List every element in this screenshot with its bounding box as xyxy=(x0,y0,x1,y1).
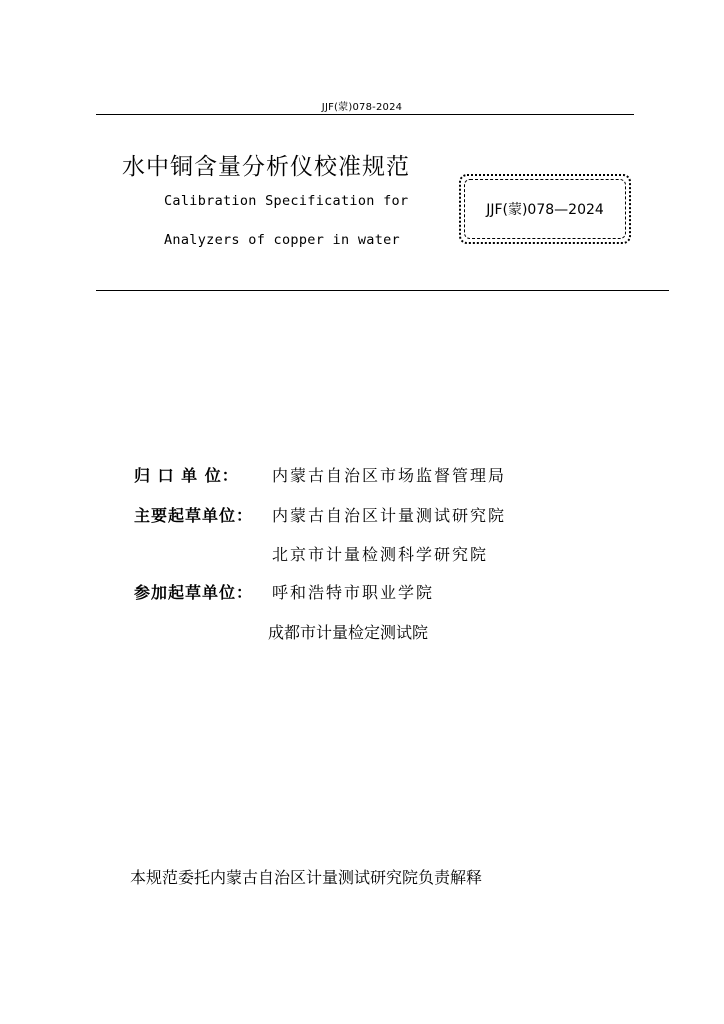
interpretation-note: 本规范委托内蒙古自治区计量测试研究院负责解释 xyxy=(130,868,483,887)
main-drafting-unit-label: 主要起草单位： xyxy=(134,506,254,525)
header-code: JJF(蒙)078-2024 xyxy=(321,102,403,113)
main-drafting-unit-value-1: 内蒙古自治区计量测试研究院 xyxy=(272,506,507,525)
specification-code: JJF(蒙)078—2024 xyxy=(486,202,604,218)
title-divider xyxy=(96,290,669,291)
participating-drafting-unit-value-2: 成都市计量检定测试院 xyxy=(268,623,429,642)
participating-drafting-unit-label: 参加起草单位： xyxy=(134,583,254,602)
participating-drafting-unit-row xyxy=(134,580,434,603)
header-divider xyxy=(96,114,634,115)
participating-drafting-unit-row-2 xyxy=(268,620,428,643)
responsible-unit-value: 内蒙古自治区市场监督管理局 xyxy=(272,466,507,485)
main-drafting-unit-row-2 xyxy=(272,542,488,565)
document-title-english-line2: Analyzers of copper in water xyxy=(164,232,400,248)
main-drafting-unit-value-2: 北京市计量检测科学研究院 xyxy=(272,545,489,564)
main-drafting-unit-row xyxy=(134,503,506,526)
specification-code-box xyxy=(459,174,631,244)
document-title-chinese: 水中铜含量分析仪校准规范 xyxy=(122,154,410,180)
participating-drafting-unit-value-1: 呼和浩特市职业学院 xyxy=(272,583,435,602)
document-title-english-line1: Calibration Specification for xyxy=(164,193,409,209)
responsible-unit-row xyxy=(134,463,506,486)
responsible-unit-label: 归 口 单 位： xyxy=(134,466,239,485)
